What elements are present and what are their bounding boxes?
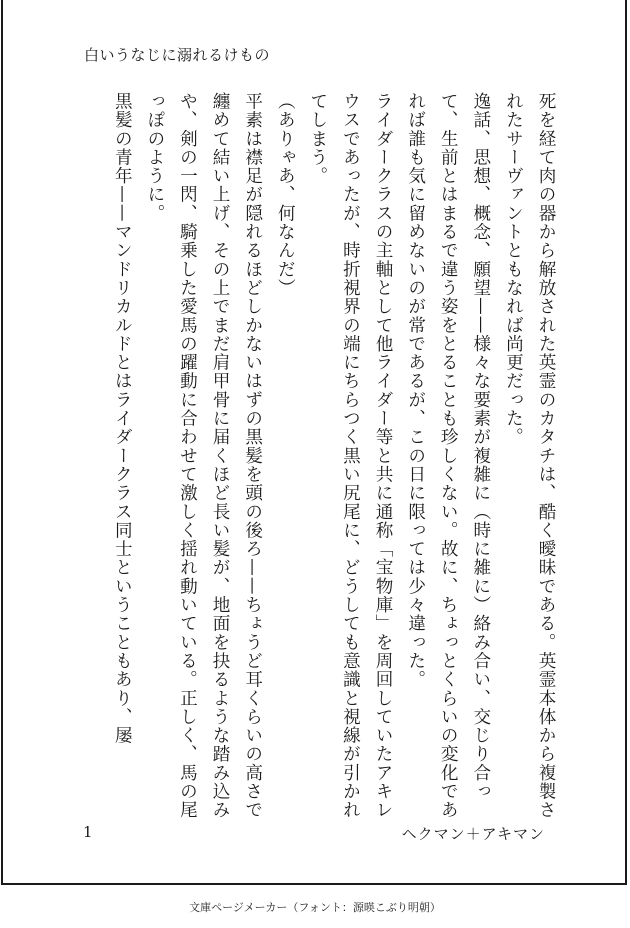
paragraph-1: 死を経て肉の器から解放された英霊のカタチは、酷く曖昧である。英霊本体から複製されたサーヴァントともなれば尚更だった。 [503, 92, 556, 820]
book-page [1, 0, 627, 885]
generator-credit: 文庫ページメーカー（フォント：源暎こぶり明朝） [189, 901, 441, 914]
author-name: ヘクマン＋アキマン [401, 825, 545, 843]
paragraph-4: （ありゃあ、何なんだ） [275, 92, 296, 298]
vertical-body-text [72, 92, 562, 820]
page-number: 1 [83, 823, 93, 841]
paragraph-6: 黒髪の青年——マンドリカルドとはライダークラス同士ということもあり、屡 [112, 92, 133, 745]
running-title: 白いうなじに溺れるけもの [84, 46, 271, 64]
paragraph-3: ライダークラスの主軸として他ライダー等と共に通称「宝物庫」を周回していたアキレウスであったが、時折視界の端にちらつく黒い尻尾に、どうしても意識と視線が引かれてしまう。 [307, 92, 394, 820]
paragraph-5: 平素は襟足が隠れるほどしかないはずの黒髪を頭の後ろ——ちょうど耳くらいの高さで纏めて結い上げ、その上でまだ肩甲骨に届くほど長い髪が、地面を抉るような踏み込みや、剣の一閃、騎乗した愛馬の躍動に合わせて激しく揺れ動いている。正しく、馬の尾っぽのように。 [144, 92, 263, 820]
paragraph-2: 逸話、思想、概念、願望——様々な要素が複雑に（時に雑に）絡み合い、交じり合って、生前とはまるで違う姿をとることも珍しくない。故に、ちょっとくらいの変化であれば誰も気に留めないのが常であるが、この日に限っては少々違った。 [405, 92, 491, 820]
